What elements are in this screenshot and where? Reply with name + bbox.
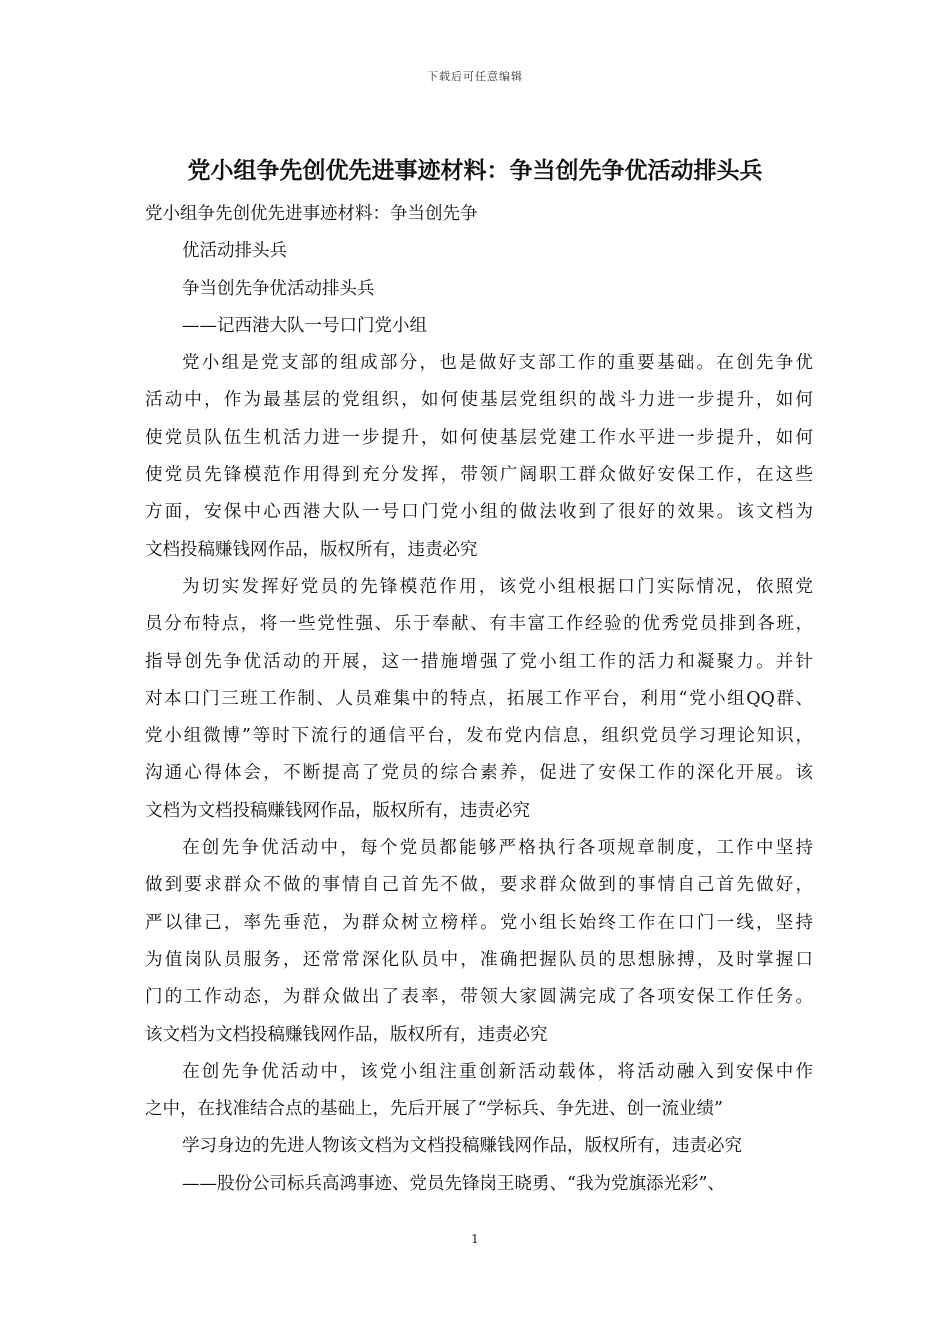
text-line: 做到要求群众不做的事情自己首先不做，要求群众做到的事情自己首先做好， [145,875,813,896]
text-line: 使党员队伍生机活力进一步提升，如何使基层党建工作水平进一步提升，如何 [145,427,813,448]
text-line: 之中，在找准结合点的基础上，先后开展了“学标兵、争先进、创一流业绩” [145,1099,723,1120]
text-line: 严以律己，率先垂范，为群众树立榜样。党小组长始终工作在口门一线，坚持 [145,912,813,933]
text-line: 学习身边的先进人物该文档为文档投稿赚钱网作品，版权所有，违责必究 [182,1136,742,1157]
text-line: 指导创先争优活动的开展，这一措施增强了党小组工作的活力和凝聚力。并针 [145,651,813,672]
text-line: 党小组是党支部的组成部分，也是做好支部工作的重要基础。在创先争优 [182,353,813,374]
text-line: 为值岗队员服务，还常常深化队员中，准确把握队员的思想脉搏，及时掌握口 [145,949,813,970]
header-note: 下载后可任意编辑 [427,70,523,83]
text-line: 优活动排头兵 [182,241,287,262]
text-line: 文档投稿赚钱网作品，版权所有，违责必究 [145,539,478,560]
page-number: 1 [471,1232,479,1246]
text-line: 员分布特点，将一些党性强、乐于奉献、有丰富工作经验的优秀党员排到各班， [145,614,813,635]
text-line: 对本口门三班工作制、人员难集中的特点，拓展工作平台，利用“党小组QQ群、 [145,688,813,709]
document-body [145,196,813,1203]
text-line: 使党员先锋模范作用得到充分发挥，带领广阔职工群众做好安保工作，在这些 [145,465,813,486]
text-line: 在创先争优活动中，该党小组注重创新活动载体，将活动融入到安保中作 [182,1061,813,1082]
text-line: 沟通心得体会，不断提高了党员的综合素养，促进了安保工作的深化开展。该 [145,763,813,784]
text-line: 争当创先争优活动排头兵 [182,278,375,299]
text-line: 文档为文档投稿赚钱网作品，版权所有，违责必究 [145,800,530,821]
text-line: 在创先争优活动中，每个党员都能够严格执行各项规章制度，工作中坚持 [182,838,813,859]
text-line: 门的工作动态，为群众做出了表率，带领大家圆满完成了各项安保工作任务。 [145,987,813,1008]
text-line: ——记西港大队一号口门党小组 [182,315,427,336]
text-line: 活动中，作为最基层的党组织，如何使基层党组织的战斗力进一步提升，如何 [145,390,813,411]
text-line: 党小组微博”等时下流行的通信平台，发布党内信息，组织党员学习理论知识， [145,726,813,747]
text-line: 党小组争先创优先进事迹材料：争当创先争 [145,204,478,224]
text-line: 方面，安保中心西港大队一号口门党小组的做法收到了很好的效果。该文档为 [145,502,813,523]
text-line: ——股份公司标兵高鸿事迹、党员先锋岗王晓勇、“我为党旗添光彩”、 [182,1173,725,1194]
text-line: 为切实发挥好党员的先锋模范作用，该党小组根据口门实际情况，依照党 [182,576,813,597]
text-line: 该文档为文档投稿赚钱网作品，版权所有，违责必究 [145,1024,548,1045]
document-title: 党小组争先创优先进事迹材料：争当创先争优活动排头兵 [187,157,763,184]
